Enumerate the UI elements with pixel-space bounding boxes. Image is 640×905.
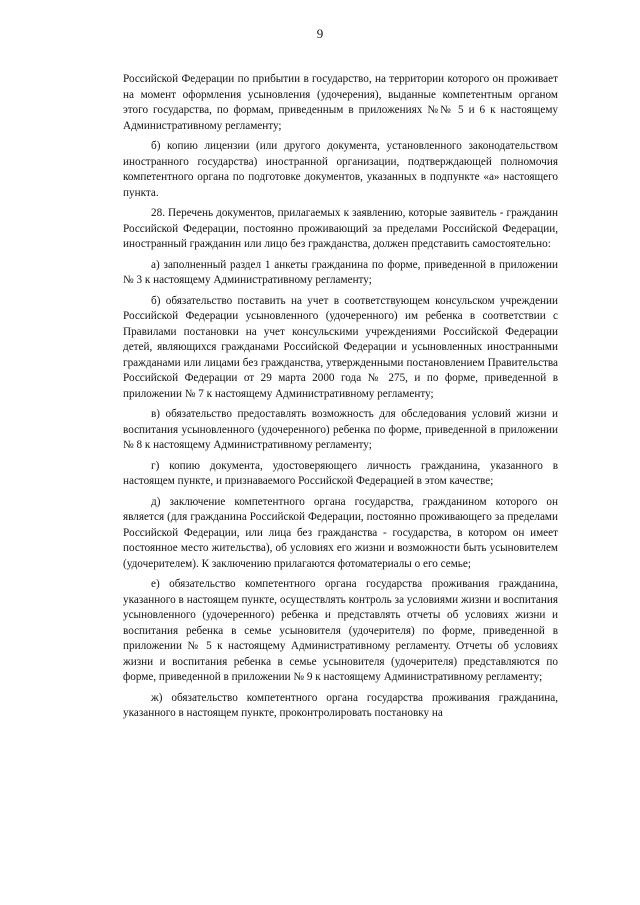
paragraph-item-a: а) заполненный раздел 1 анкеты гражданина по форме, приведенной в приложении № 3 к настоящему Административному регламенту; (123, 258, 558, 286)
paragraph-item-b-license: б) копию лицензии (или другого документа, установленного законодательством иностранного государства) иностранной организации, подтверждающей полномочия компетентного органа по подготовке документов, указанных в подпункте «а» настоящего пункта. (123, 140, 558, 199)
page-number: 9 (316, 26, 324, 41)
paragraph-item-e: е) обязательство компетентного органа государства проживания гражданина, указанного в настоящем пункте, осуществлять контроль за условиями жизни и воспитания усыновленного (удочеренного) ребенка и представлять отчеты об условиях жизни и воспитания ребенка в семье усыновителя (удочерителя) по форме, приведенной в приложении № 5 к настоящему Административному регламенту. Отчеты об условиях жизни и воспитания ребенка в семье усыновителя (удочерителя) представляются по форме, приведенной в приложении № 9 к настоящему Административному регламенту; (123, 578, 558, 683)
paragraph-item-b: б) обязательство поставить на учет в соответствующем консульском учреждении Российской Федерации усыновленного (удочеренного) им ребенка в соответствии с Правилами постановки на учет консульскими учреждениями Российской Федерации детей, являющихся гражданами Российской Федерации и усыновленных иностранными гражданами или лицами без гражданства, утвержденными постановлением Правительства Российской Федерации от 29 марта 2000 года № 275, и по форме, приведенной в приложении № 7 к настоящему Административному регламенту; (123, 294, 558, 400)
paragraph-item-d: д) заключение компетентного органа государства, гражданином которого он является (для гражданина Российской Федерации, постоянно проживающего за пределами Российской Федерации, или лица без гражданства - государства, в котором он имеет постоянное место жительства), об условиях его жизни и возможности быть усыновителем (удочерителем). К заключению прилагаются фотоматериалы о его семье; (123, 495, 558, 570)
document-body (123, 72, 558, 727)
paragraph-item-zh: ж) обязательство компетентного органа государства проживания гражданина, указанного в настоящем пункте, проконтролировать постановку на (123, 691, 558, 719)
paragraph-item-g: г) копию документа, удостоверяющего личность гражданина, указанного в настоящем пункте, и признаваемого Российской Федерацией в этом качестве; (123, 459, 558, 487)
paragraph-clause-28: 28. Перечень документов, прилагаемых к заявлению, которые заявитель - гражданин Российской Федерации, постоянно проживающий за пределами Российской Федерации, иностранный гражданин или лицо без гражданства, должен представить самостоятельно: (123, 207, 558, 250)
paragraph-item-v: в) обязательство предоставлять возможность для обследования условий жизни и воспитания усыновленного (удочеренного) ребенка по форме, приведенной в приложении № 8 к настоящему Административному регламенту; (123, 408, 558, 451)
paragraph-continuation: Российской Федерации по прибытии в государство, на территории которого он проживает на момент оформления усыновления (удочерения), выданные компетентным органом этого государства, по формам, приведенным в приложениях №№ 5 и 6 к настоящему Административному регламенту; (123, 73, 558, 132)
